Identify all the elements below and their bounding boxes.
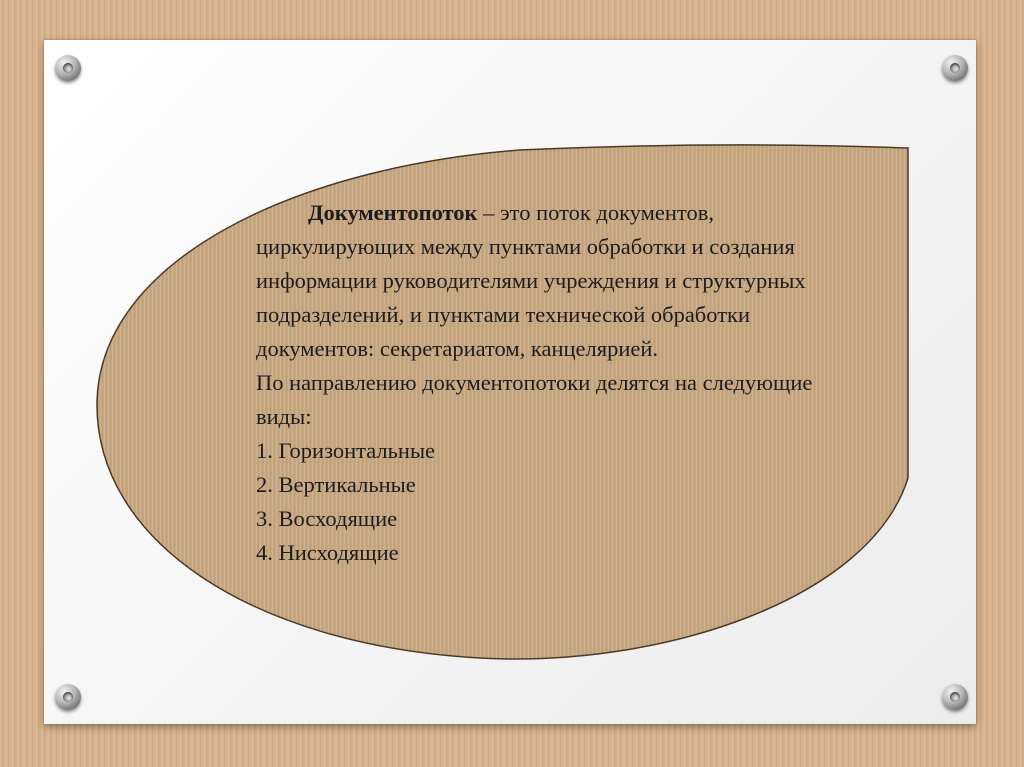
definition-text-block [256,196,856,570]
definition-paragraph [256,196,856,366]
list-item: 1. Горизонтальные [256,438,436,463]
classification-intro: По направлению документопотоки делятся на следующие виды: [256,370,813,429]
definition-text: – это поток документов, циркулирующих между пунктами обработки и создания информации руководителями учреждения и структурных подразделений, и пунктами технической обработки документов: секретариатом, канцелярией. [256,200,806,361]
list-item: 4. Нисходящие [256,540,399,565]
list-item: 2. Вертикальные [256,472,416,497]
list-item: 3. Восходящие [256,506,398,531]
term-bold: Документопоток [308,200,478,225]
